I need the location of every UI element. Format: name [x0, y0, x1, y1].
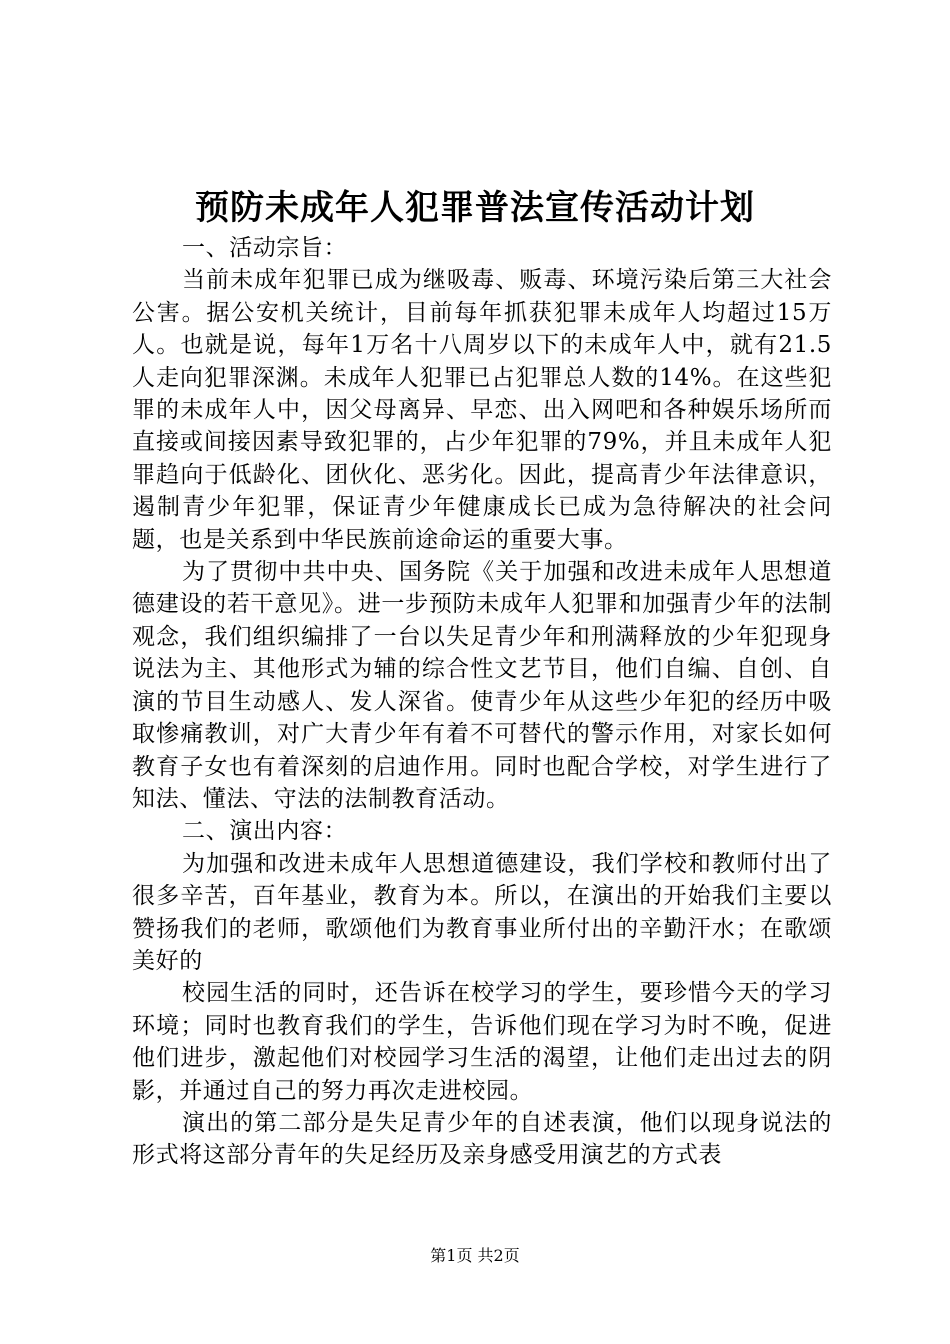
body-paragraph: 当前未成年犯罪已成为继吸毒、贩毒、环境污染后第三大社会公害。据公安机关统计，目前每年抓获犯罪未成年人均超过15万人。也就是说，每年1万名十八周岁以下的未成年人中，就有21.5人走向犯罪深渊。未成年人犯罪已占犯罪总人数的14%。在这些犯罪的未成年人中，因父母离异、早恋、出入网吧和各种娱乐场所而直接或间接因素导致犯罪的，占少年犯罪的79%，并且未成年人犯罪趋向于低龄化、团伙化、恶劣化。因此，提高青少年法律意识，遏制青少年犯罪，保证青少年健康成长已成为急待解决的社会问题，也是关系到中华民族前途命运的重要大事。: [132, 267, 832, 553]
document-body: [132, 232, 832, 1172]
body-paragraph: 校园生活的同时，还告诉在校学习的学生，要珍惜今天的学习环境；同时也教育我们的学生，告诉他们现在学习为时不晚，促进他们进步，激起他们对校园学习生活的渴望，让他们走出过去的阴影，并通过自己的努力再次走进校园。: [132, 980, 832, 1104]
page-number-footer: 第1页 共2页: [430, 1246, 520, 1265]
section-heading: 一、活动宗旨：: [182, 235, 348, 261]
document-title: 预防未成年人犯罪普法宣传活动计划: [195, 188, 755, 228]
section-heading: 二、演出内容：: [182, 818, 348, 845]
body-paragraph: 为加强和改进未成年人思想道德建设，我们学校和教师付出了很多辛苦，百年基业，教育为本。所以，在演出的开始我们主要以赞扬我们的老师，歌颂他们为教育事业所付出的辛勤汗水；在歌颂美好的: [132, 850, 832, 974]
body-paragraph: 为了贯彻中共中央、国务院《关于加强和改进未成年人思想道德建设的若干意见》。进一步预防未成年人犯罪和加强青少年的法制观念，我们组织编排了一台以失足青少年和刑满释放的少年犯现身说法为主、其他形式为辅的综合性文艺节目，他们自编、自创、自演的节目生动感人、发人深省。使青少年从这些少年犯的经历中吸取惨痛教训，对广大青少年有着不可替代的警示作用，对家长如何教育子女也有着深刻的启迪作用。同时也配合学校，对学生进行了知法、懂法、守法的法制教育活动。: [132, 559, 832, 812]
body-paragraph: 演出的第二部分是失足青少年的自述表演，他们以现身说法的形式将这部分青年的失足经历及亲身感受用演艺的方式表: [132, 1109, 832, 1169]
